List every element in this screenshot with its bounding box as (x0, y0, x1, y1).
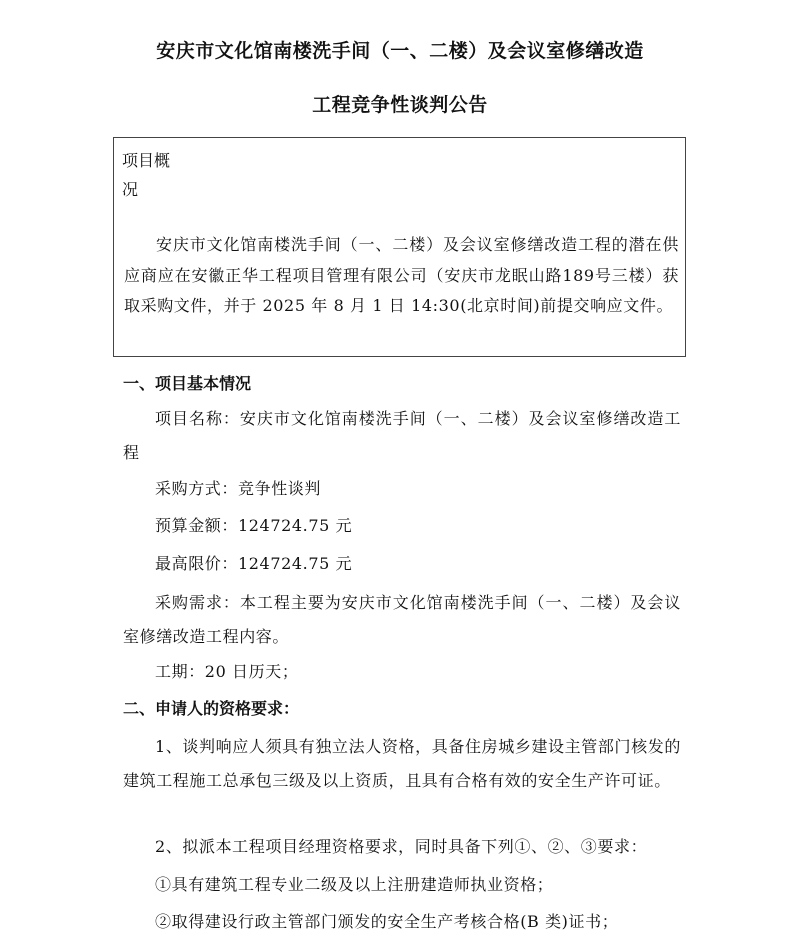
section-1-heading: 一、项目基本情况 (123, 374, 252, 393)
document-title-line-1: 安庆市文化馆南楼洗手间（一、二楼）及会议室修缮改造 (156, 40, 644, 62)
qualification-item-1: 1、谈判响应人须具有独立法人资格，具备住房城乡建设主管部门核发的建筑工程施工总承包三级及以上资质，且具有合格有效的安全生产许可证。 (123, 737, 681, 790)
section-2-heading: 二、申请人的资格要求： (123, 699, 300, 718)
qualification-item-2b: ②取得建设行政主管部门颁发的安全生产考核合格(B 类)证书； (155, 912, 619, 931)
project-name: 项目名称：安庆市文化馆南楼洗手间（一、二楼）及会议室修缮改造工程 (123, 409, 681, 462)
procurement-demand: 采购需求：本工程主要为安庆市文化馆南楼洗手间（一、二楼）及会议室修缮改造工程内容。 (123, 593, 681, 646)
overview-body: 安庆市文化馆南楼洗手间（一、二楼）及会议室修缮改造工程的潜在供应商应在安徽正华工程项目管理有限公司（安庆市龙眠山路189号三楼）获取采购文件，并于 2025 年 8 月 1 日 14:30(北京时间)前提交响应文件。 (124, 235, 679, 315)
overview-label: 项目概况 (122, 151, 171, 199)
procurement-method: 采购方式：竞争性谈判 (155, 479, 322, 498)
construction-period: 工期：20 日历天； (155, 662, 299, 681)
project-overview-box (113, 137, 686, 357)
document-title-line-2: 工程竞争性谈判公告 (312, 94, 488, 116)
budget-amount: 预算金额：124724.75 元 (155, 516, 353, 535)
max-price: 最高限价：124724.75 元 (155, 554, 353, 573)
qualification-item-2a: ①具有建筑工程专业二级及以上注册建造师执业资格； (155, 875, 554, 894)
qualification-item-2: 2、拟派本工程项目经理资格要求，同时具备下列①、②、③要求： (155, 837, 648, 856)
